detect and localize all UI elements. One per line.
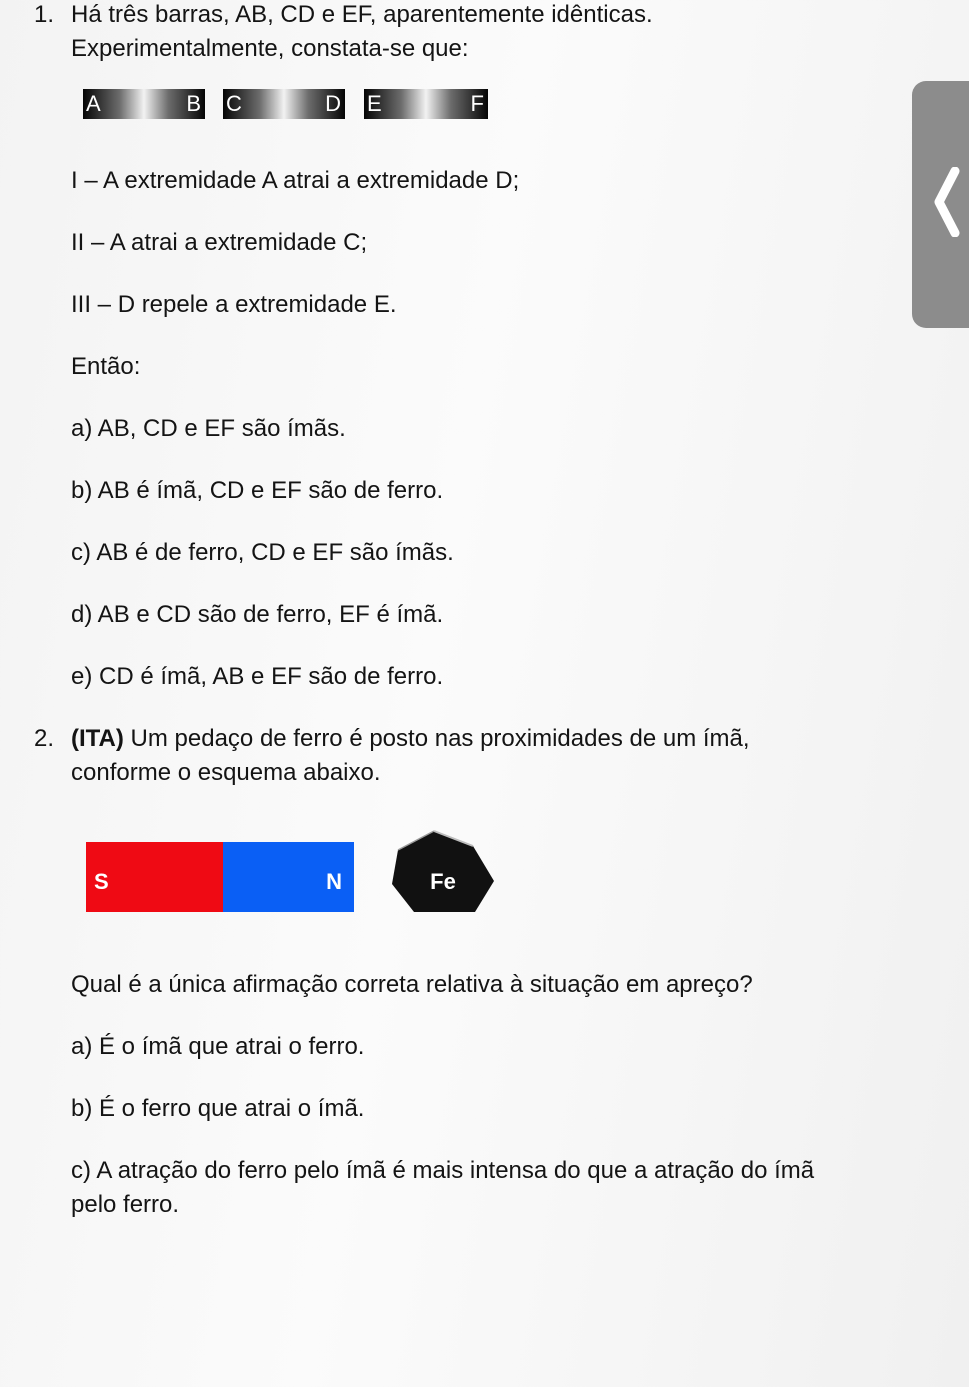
bar-ab [83,89,205,119]
q1-option-a: a) AB, CD e EF são ímãs. [71,415,346,442]
bar-cd [223,89,345,119]
question-2-intro-line1 [71,724,750,754]
statement-1: I – A extremidade A atrai a extremidade D; [71,167,520,194]
question-2-source: (ITA) [71,725,124,752]
magnet-north-pole [223,842,354,912]
question-2-intro-line2: conforme o esquema abaixo. [71,759,381,786]
iron-label: Fe [430,869,456,894]
magnet-figure [86,842,354,912]
north-pole-label: N [326,869,342,894]
q1-option-b: b) AB é ímã, CD e EF são de ferro. [71,477,444,504]
question-2-prompt: Qual é a única afirmação correta relativa à situação em apreço? [71,971,753,998]
iron-piece [390,828,496,914]
south-pole-label: S [94,869,109,894]
q2-option-c-line1: c) A atração do ferro pelo ímã é mais intensa do que a atração do ímã [71,1157,815,1184]
bar-end-c: C [226,91,242,116]
q2-option-c-line2: pelo ferro. [71,1191,180,1218]
bar-end-e: E [367,91,382,116]
question-2-number: 2. [34,725,55,752]
bar-end-f: F [470,91,484,116]
side-panel-toggle[interactable] [912,81,969,328]
magnet-south-pole [86,842,223,912]
q2-option-a: a) É o ímã que atrai o ferro. [71,1033,365,1060]
then-label: Então: [71,353,141,380]
q1-option-e: e) CD é ímã, AB e EF são de ferro. [71,663,444,690]
bar-end-a: A [86,91,101,116]
q1-option-d: d) AB e CD são de ferro, EF é ímã. [71,601,444,628]
statement-3: III – D repele a extremidade E. [71,291,397,318]
bars-figure [83,89,488,119]
question-2-intro-rest: Um pedaço de ferro é posto nas proximidades de um ímã, [123,725,750,752]
bar-ef [364,89,488,119]
statement-2: II – A atrai a extremidade C; [71,229,368,256]
bar-end-b: B [186,91,201,116]
question-1-intro-line2: Experimentalmente, constata-se que: [71,35,469,62]
chevron-left-icon [931,167,961,237]
q1-option-c: c) AB é de ferro, CD e EF são ímãs. [71,539,454,566]
bar-end-d: D [325,91,341,116]
question-1-number: 1. [34,1,55,28]
q2-option-b: b) É o ferro que atrai o ímã. [71,1095,365,1122]
question-1-intro-line1: Há três barras, AB, CD e EF, aparentemente idênticas. [71,1,653,28]
